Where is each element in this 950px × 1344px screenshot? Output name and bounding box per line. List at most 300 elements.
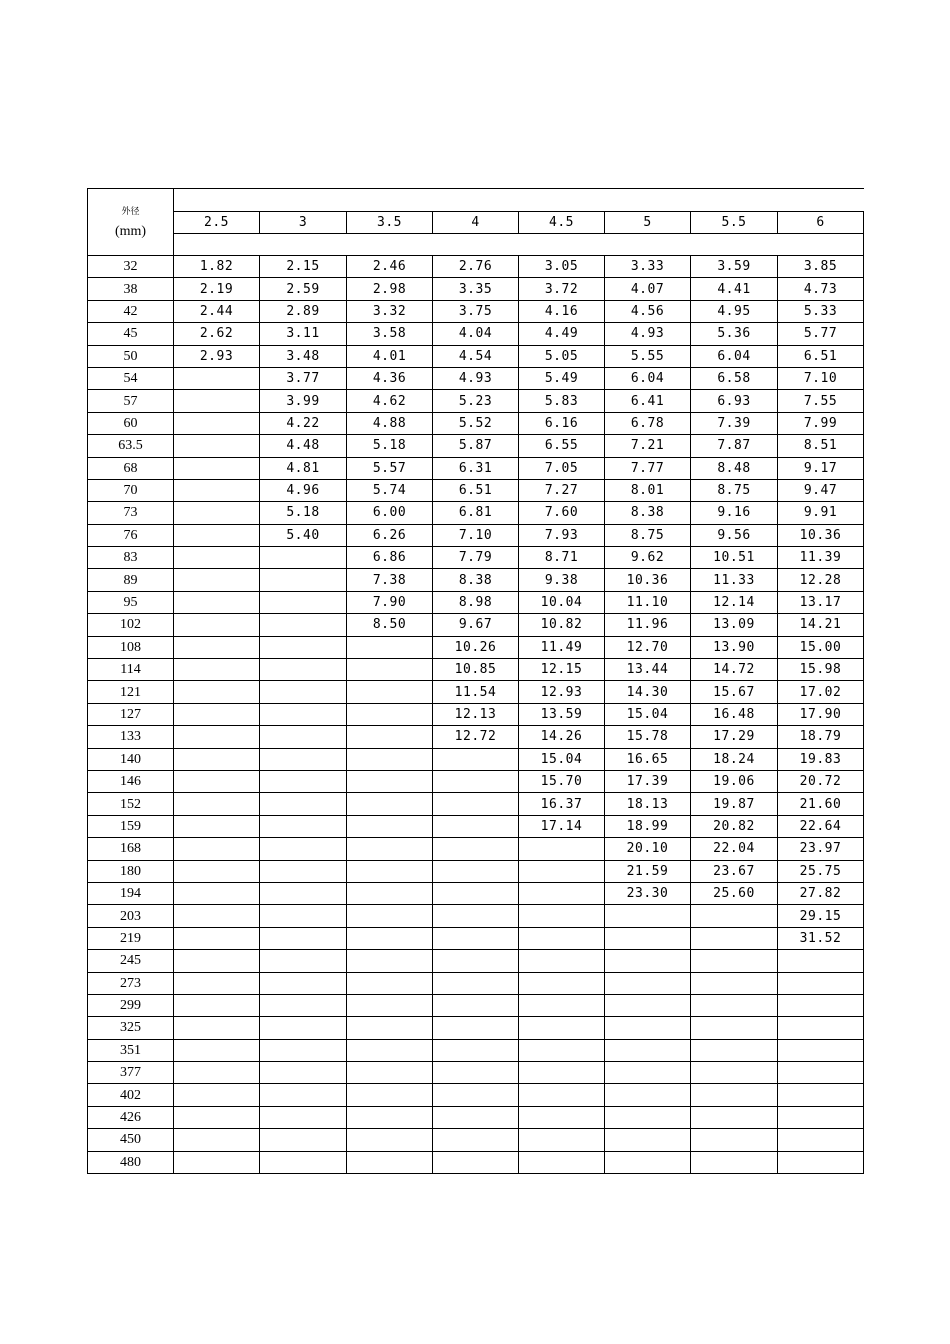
outer-diameter-cell: 121 (88, 681, 174, 703)
table-row (88, 547, 864, 569)
weight-cell (519, 1129, 605, 1151)
weight-cell (605, 1039, 691, 1061)
weight-cell: 9.47 (778, 479, 864, 501)
weight-cell: 5.49 (519, 367, 605, 389)
weight-cell (174, 927, 260, 949)
weight-cell (174, 1129, 260, 1151)
weight-cell: 4.54 (433, 345, 519, 367)
weight-cell: 6.04 (691, 345, 778, 367)
weight-cell (691, 1084, 778, 1106)
weight-cell (433, 838, 519, 860)
weight-cell: 12.70 (605, 636, 691, 658)
weight-cell (174, 390, 260, 412)
outer-diameter-cell: 89 (88, 569, 174, 591)
weight-cell: 2.46 (347, 256, 433, 278)
weight-cell (778, 950, 864, 972)
weight-cell: 10.85 (433, 659, 519, 681)
weight-cell (174, 905, 260, 927)
weight-cell (347, 703, 433, 725)
weight-cell (347, 681, 433, 703)
wall-thickness-header-cell: 2.5 (174, 212, 260, 234)
weight-cell (519, 950, 605, 972)
weight-cell (778, 1129, 864, 1151)
wall-thickness-header-cell: 3.5 (347, 212, 433, 234)
weight-cell (347, 815, 433, 837)
weight-cell (174, 703, 260, 725)
weight-cell (260, 659, 347, 681)
weight-cell: 13.90 (691, 636, 778, 658)
weight-cell (433, 748, 519, 770)
weight-cell: 3.77 (260, 367, 347, 389)
weight-cell (260, 882, 347, 904)
weight-cell: 7.93 (519, 524, 605, 546)
weight-cell (605, 905, 691, 927)
weight-cell (260, 838, 347, 860)
weight-cell (433, 815, 519, 837)
weight-cell: 6.58 (691, 367, 778, 389)
outer-diameter-cell: 480 (88, 1151, 174, 1173)
weight-cell: 12.28 (778, 569, 864, 591)
weight-cell (174, 860, 260, 882)
weight-cell (778, 1084, 864, 1106)
outer-diameter-cell: 73 (88, 502, 174, 524)
table-row (88, 345, 864, 367)
weight-cell: 7.27 (519, 479, 605, 501)
weight-cell (519, 882, 605, 904)
weight-cell: 9.16 (691, 502, 778, 524)
weight-cell: 13.59 (519, 703, 605, 725)
weight-cell: 5.40 (260, 524, 347, 546)
outer-diameter-cell: 426 (88, 1106, 174, 1128)
weight-cell (347, 636, 433, 658)
weight-cell: 6.86 (347, 547, 433, 569)
weight-cell: 3.48 (260, 345, 347, 367)
table-row (88, 502, 864, 524)
table-row (88, 748, 864, 770)
outer-diameter-cell: 83 (88, 547, 174, 569)
weight-cell (433, 1084, 519, 1106)
weight-cell: 3.99 (260, 390, 347, 412)
weight-cell (605, 1084, 691, 1106)
weight-cell (519, 905, 605, 927)
weight-cell: 5.05 (519, 345, 605, 367)
weight-cell (433, 1129, 519, 1151)
weight-cell: 7.10 (778, 367, 864, 389)
table-row (88, 1129, 864, 1151)
weight-cell: 12.93 (519, 681, 605, 703)
corner-label: 外径 (121, 207, 140, 217)
weight-cell (260, 703, 347, 725)
weight-cell: 5.87 (433, 435, 519, 457)
outer-diameter-cell: 325 (88, 1017, 174, 1039)
weight-cell (605, 994, 691, 1016)
table-row (88, 905, 864, 927)
table-row (88, 793, 864, 815)
weight-cell (691, 1106, 778, 1128)
header-bottom-spacer (174, 234, 864, 256)
weight-cell (433, 994, 519, 1016)
weight-cell (519, 994, 605, 1016)
table-row (88, 1017, 864, 1039)
table-row (88, 726, 864, 748)
weight-cell (433, 1039, 519, 1061)
weight-cell (174, 1106, 260, 1128)
weight-cell: 4.95 (691, 300, 778, 322)
weight-cell: 9.56 (691, 524, 778, 546)
weight-cell: 1.82 (174, 256, 260, 278)
weight-cell (260, 1151, 347, 1173)
weight-cell: 4.49 (519, 323, 605, 345)
weight-cell: 17.29 (691, 726, 778, 748)
weight-cell: 5.55 (605, 345, 691, 367)
weight-cell: 19.83 (778, 748, 864, 770)
weight-cell: 4.56 (605, 300, 691, 322)
weight-cell: 12.14 (691, 591, 778, 613)
weight-cell: 9.91 (778, 502, 864, 524)
weight-cell: 3.85 (778, 256, 864, 278)
weight-cell (174, 1151, 260, 1173)
weight-cell: 7.05 (519, 457, 605, 479)
weight-cell: 4.16 (519, 300, 605, 322)
weight-cell: 7.79 (433, 547, 519, 569)
weight-cell (519, 1106, 605, 1128)
weight-cell: 3.35 (433, 278, 519, 300)
wall-thickness-header-cell: 5.5 (691, 212, 778, 234)
header-bottom-band (88, 234, 864, 256)
weight-cell: 3.72 (519, 278, 605, 300)
table-row (88, 815, 864, 837)
outer-diameter-cell: 45 (88, 323, 174, 345)
weight-cell (691, 1129, 778, 1151)
weight-cell (605, 1106, 691, 1128)
outer-diameter-cell: 76 (88, 524, 174, 546)
table-row (88, 367, 864, 389)
weight-cell (691, 1151, 778, 1173)
weight-cell (174, 614, 260, 636)
weight-cell: 19.87 (691, 793, 778, 815)
outer-diameter-cell: 180 (88, 860, 174, 882)
table-row (88, 927, 864, 949)
weight-cell (260, 950, 347, 972)
table-row (88, 681, 864, 703)
weight-cell: 17.39 (605, 770, 691, 792)
weight-cell: 23.97 (778, 838, 864, 860)
weight-cell (174, 1084, 260, 1106)
weight-cell: 15.00 (778, 636, 864, 658)
wall-thickness-header-cell: 4 (433, 212, 519, 234)
weight-cell (347, 994, 433, 1016)
weight-cell: 10.04 (519, 591, 605, 613)
weight-cell (605, 1151, 691, 1173)
weight-cell: 2.62 (174, 323, 260, 345)
weight-cell (433, 860, 519, 882)
weight-cell: 6.00 (347, 502, 433, 524)
weight-cell (260, 793, 347, 815)
outer-diameter-cell: 114 (88, 659, 174, 681)
weight-cell: 6.81 (433, 502, 519, 524)
weight-cell (174, 726, 260, 748)
weight-cell: 9.67 (433, 614, 519, 636)
weight-cell (174, 882, 260, 904)
weight-cell (260, 860, 347, 882)
outer-diameter-cell: 194 (88, 882, 174, 904)
weight-cell: 7.21 (605, 435, 691, 457)
weight-cell: 2.19 (174, 278, 260, 300)
weight-cell: 4.93 (605, 323, 691, 345)
weight-cell: 22.64 (778, 815, 864, 837)
weight-cell: 14.26 (519, 726, 605, 748)
weight-cell (433, 1062, 519, 1084)
weight-cell (260, 905, 347, 927)
weight-cell (347, 770, 433, 792)
outer-diameter-cell: 203 (88, 905, 174, 927)
weight-cell: 14.72 (691, 659, 778, 681)
weight-cell (174, 457, 260, 479)
table-row (88, 972, 864, 994)
outer-diameter-cell: 95 (88, 591, 174, 613)
table-row (88, 323, 864, 345)
weight-cell: 8.71 (519, 547, 605, 569)
weight-cell (174, 367, 260, 389)
weight-cell: 4.88 (347, 412, 433, 434)
outer-diameter-cell: 108 (88, 636, 174, 658)
wall-thickness-header-cell: 6 (778, 212, 864, 234)
table-row (88, 435, 864, 457)
weight-cell (174, 950, 260, 972)
weight-cell: 10.26 (433, 636, 519, 658)
weight-cell (691, 905, 778, 927)
table-row (88, 1106, 864, 1128)
outer-diameter-cell: 60 (88, 412, 174, 434)
weight-cell: 31.52 (778, 927, 864, 949)
table-row (88, 412, 864, 434)
weight-cell (778, 994, 864, 1016)
outer-diameter-cell: 70 (88, 479, 174, 501)
weight-cell: 12.15 (519, 659, 605, 681)
weight-cell (519, 1017, 605, 1039)
wall-thickness-row (88, 212, 864, 234)
weight-cell: 4.96 (260, 479, 347, 501)
weight-cell (347, 1106, 433, 1128)
outer-diameter-cell: 68 (88, 457, 174, 479)
weight-cell (174, 412, 260, 434)
outer-diameter-cell: 127 (88, 703, 174, 725)
weight-cell (260, 1106, 347, 1128)
weight-cell: 14.21 (778, 614, 864, 636)
weight-cell: 3.33 (605, 256, 691, 278)
weight-cell (519, 927, 605, 949)
outer-diameter-cell: 146 (88, 770, 174, 792)
header-top-band (88, 189, 864, 212)
weight-cell: 6.51 (433, 479, 519, 501)
weight-cell (174, 770, 260, 792)
weight-cell: 3.11 (260, 323, 347, 345)
weight-cell (260, 636, 347, 658)
weight-cell: 15.04 (519, 748, 605, 770)
weight-cell: 3.58 (347, 323, 433, 345)
weight-cell: 4.07 (605, 278, 691, 300)
weight-cell: 7.60 (519, 502, 605, 524)
weight-cell (260, 726, 347, 748)
weight-cell: 8.51 (778, 435, 864, 457)
table-row (88, 1151, 864, 1173)
table-row (88, 479, 864, 501)
weight-cell (260, 1039, 347, 1061)
weight-cell (433, 1151, 519, 1173)
weight-cell (347, 860, 433, 882)
weight-cell: 12.13 (433, 703, 519, 725)
outer-diameter-cell: 140 (88, 748, 174, 770)
table-row (88, 636, 864, 658)
weight-cell: 11.33 (691, 569, 778, 591)
table-row (88, 950, 864, 972)
outer-diameter-cell: 54 (88, 367, 174, 389)
weight-cell (605, 950, 691, 972)
weight-cell (260, 770, 347, 792)
weight-cell: 5.77 (778, 323, 864, 345)
table-row (88, 256, 864, 278)
outer-diameter-cell: 38 (88, 278, 174, 300)
weight-cell (260, 1062, 347, 1084)
weight-cell (174, 591, 260, 613)
outer-diameter-cell: 32 (88, 256, 174, 278)
outer-diameter-cell: 273 (88, 972, 174, 994)
weight-cell: 6.93 (691, 390, 778, 412)
weight-cell: 15.98 (778, 659, 864, 681)
weight-cell: 18.24 (691, 748, 778, 770)
weight-cell (347, 793, 433, 815)
weight-cell (347, 659, 433, 681)
weight-cell: 11.49 (519, 636, 605, 658)
weight-cell: 8.75 (605, 524, 691, 546)
weight-cell (174, 748, 260, 770)
weight-cell (347, 1039, 433, 1061)
weight-cell: 6.26 (347, 524, 433, 546)
weight-cell (347, 838, 433, 860)
weight-cell: 9.38 (519, 569, 605, 591)
weight-cell: 3.75 (433, 300, 519, 322)
weight-cell (174, 838, 260, 860)
wall-thickness-header-cell: 5 (605, 212, 691, 234)
table-row (88, 524, 864, 546)
weight-cell (260, 681, 347, 703)
weight-cell (260, 815, 347, 837)
steel-pipe-weight-table (87, 188, 863, 1174)
weight-cell: 11.10 (605, 591, 691, 613)
outer-diameter-cell: 351 (88, 1039, 174, 1061)
weight-cell (778, 972, 864, 994)
weight-cell: 8.01 (605, 479, 691, 501)
weight-cell (433, 770, 519, 792)
weight-cell: 7.55 (778, 390, 864, 412)
weight-cell: 5.83 (519, 390, 605, 412)
weight-cell (605, 1129, 691, 1151)
weight-cell: 4.01 (347, 345, 433, 367)
table-row (88, 569, 864, 591)
header-top-spacer (174, 189, 864, 212)
weight-cell: 9.17 (778, 457, 864, 479)
weight-cell: 4.73 (778, 278, 864, 300)
weight-cell: 7.99 (778, 412, 864, 434)
outer-diameter-cell: 377 (88, 1062, 174, 1084)
weight-cell: 7.90 (347, 591, 433, 613)
weight-cell: 2.15 (260, 256, 347, 278)
weight-cell: 21.60 (778, 793, 864, 815)
weight-cell (691, 1039, 778, 1061)
weight-cell: 15.78 (605, 726, 691, 748)
weight-cell: 7.10 (433, 524, 519, 546)
weight-cell: 5.18 (260, 502, 347, 524)
weight-cell (260, 994, 347, 1016)
weight-cell: 16.65 (605, 748, 691, 770)
weight-cell (778, 1151, 864, 1173)
outer-diameter-cell: 152 (88, 793, 174, 815)
outer-diameter-cell: 63.5 (88, 435, 174, 457)
weight-cell: 15.70 (519, 770, 605, 792)
weight-cell (433, 950, 519, 972)
weight-grid (87, 188, 864, 1174)
weight-cell (691, 1017, 778, 1039)
weight-cell (260, 927, 347, 949)
table-row (88, 390, 864, 412)
weight-cell (433, 927, 519, 949)
weight-cell (691, 950, 778, 972)
corner-header-cell (88, 189, 174, 256)
weight-cell: 10.51 (691, 547, 778, 569)
weight-cell (174, 815, 260, 837)
weight-cell: 25.60 (691, 882, 778, 904)
weight-cell (605, 927, 691, 949)
weight-cell (519, 1039, 605, 1061)
weight-cell (433, 972, 519, 994)
outer-diameter-cell: 245 (88, 950, 174, 972)
weight-cell: 3.05 (519, 256, 605, 278)
weight-cell: 22.04 (691, 838, 778, 860)
weight-cell (174, 793, 260, 815)
weight-cell: 6.78 (605, 412, 691, 434)
weight-cell: 17.14 (519, 815, 605, 837)
weight-cell: 6.51 (778, 345, 864, 367)
weight-cell: 14.30 (605, 681, 691, 703)
weight-cell: 5.33 (778, 300, 864, 322)
weight-cell (519, 838, 605, 860)
weight-cell: 5.52 (433, 412, 519, 434)
weight-cell (347, 1062, 433, 1084)
weight-cell: 11.39 (778, 547, 864, 569)
weight-cell (519, 860, 605, 882)
weight-cell: 17.02 (778, 681, 864, 703)
weight-cell (174, 1062, 260, 1084)
weight-cell: 11.96 (605, 614, 691, 636)
weight-cell (691, 1062, 778, 1084)
weight-cell (605, 1062, 691, 1084)
outer-diameter-cell: 402 (88, 1084, 174, 1106)
weight-cell: 10.36 (605, 569, 691, 591)
weight-cell (174, 524, 260, 546)
weight-cell: 25.75 (778, 860, 864, 882)
weight-cell (260, 1129, 347, 1151)
weight-cell (174, 547, 260, 569)
weight-cell (778, 1017, 864, 1039)
weight-cell: 12.72 (433, 726, 519, 748)
outer-diameter-cell: 102 (88, 614, 174, 636)
weight-cell: 7.87 (691, 435, 778, 457)
weight-cell: 4.22 (260, 412, 347, 434)
table-row (88, 838, 864, 860)
weight-cell (691, 994, 778, 1016)
weight-cell: 8.98 (433, 591, 519, 613)
weight-cell: 16.48 (691, 703, 778, 725)
